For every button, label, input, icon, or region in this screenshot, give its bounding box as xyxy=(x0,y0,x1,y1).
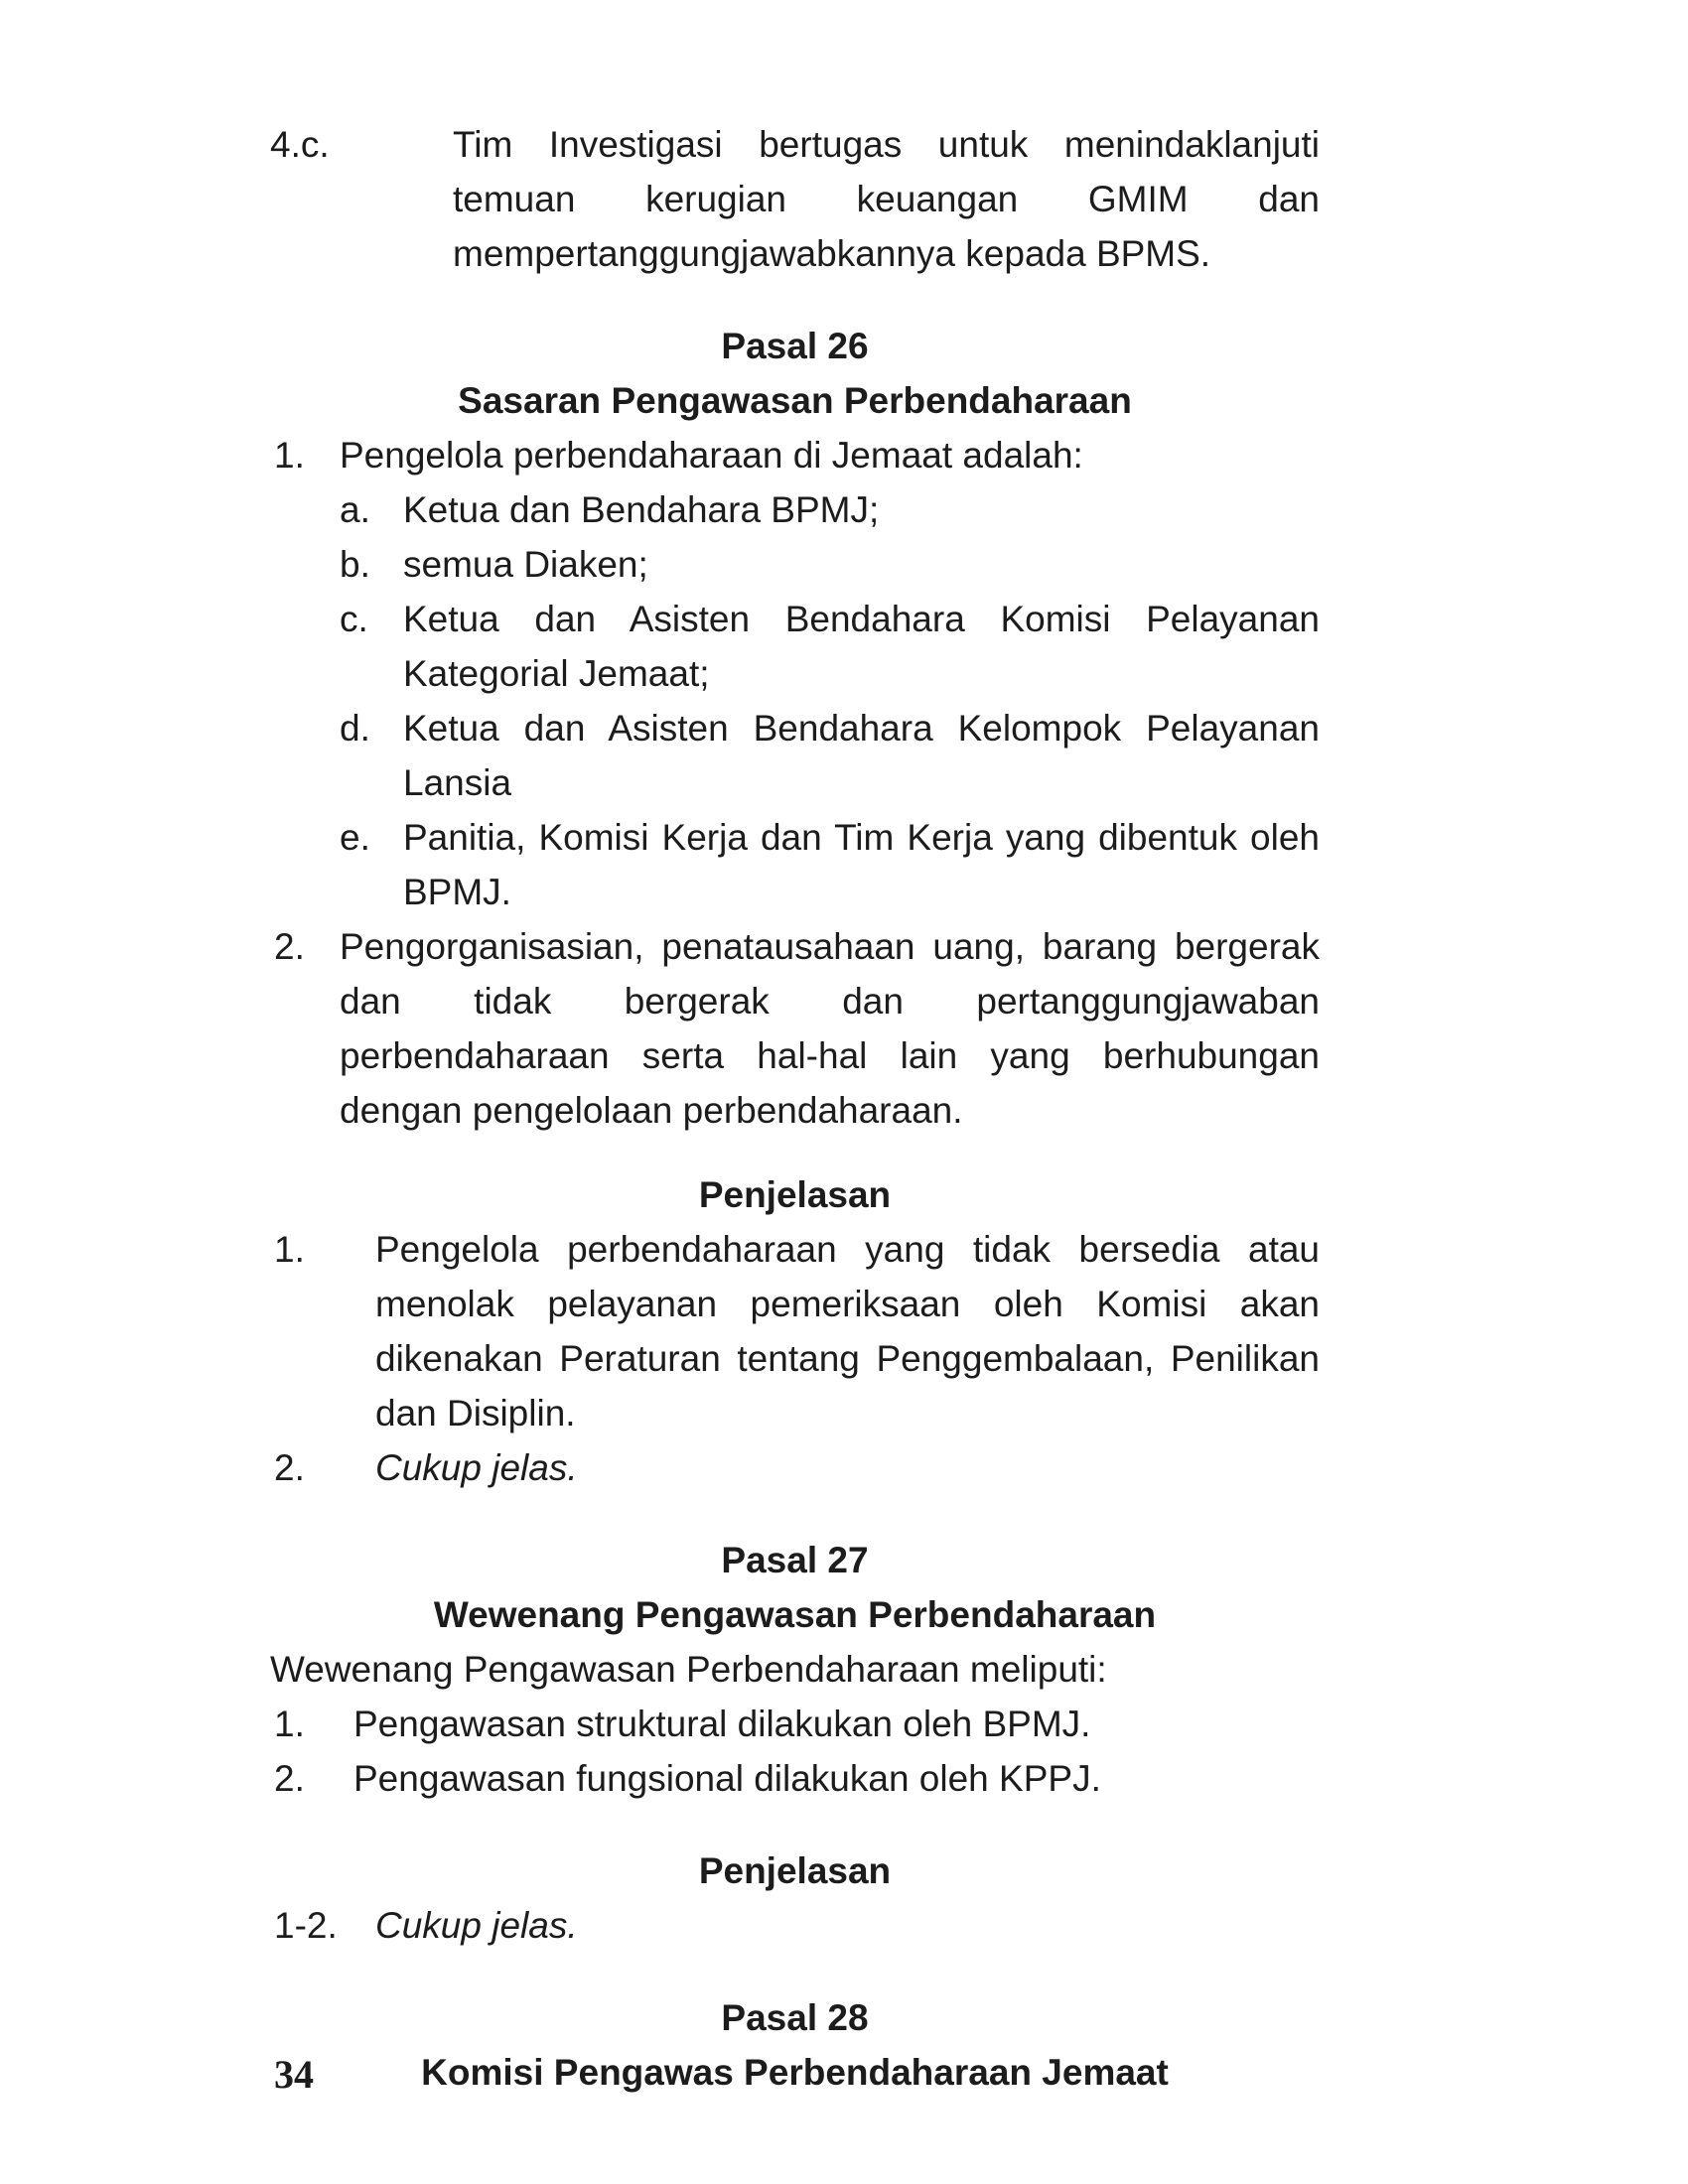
document-page xyxy=(270,117,1320,2100)
item-text: Pengelola perbendaharaan yang tidak bersedia atau menolak pelayanan pemeriksaan oleh Komisi akan dikenakan Peraturan tentang Penggembalaan, Penilikan dan Disiplin. xyxy=(375,1229,1320,1433)
item-text: Pengawasan fungsional dilakukan oleh KPPJ. xyxy=(353,1758,1101,1799)
pasal-28-title: Komisi Pengawas Perbendaharaan Jemaat xyxy=(421,2052,1169,2093)
item-text: Tim Investigasi bertugas untuk menindaklanjuti temuan kerugian keuangan GMIM dan mempertanggungjawabkannya kepada BPMS. xyxy=(453,124,1320,274)
item-number: 2. xyxy=(274,1447,305,1488)
pasal-27-intro: Wewenang Pengawasan Perbendaharaan meliputi: xyxy=(270,1649,1107,1690)
pasal-27-title: Wewenang Pengawasan Perbendaharaan xyxy=(433,1594,1157,1635)
item-number: 2. xyxy=(274,1758,305,1799)
item-number: 1. xyxy=(274,435,305,476)
item-number: 1. xyxy=(274,1704,305,1744)
subitem-text: Ketua dan Bendahara BPMJ; xyxy=(403,489,880,530)
subitem-letter: a. xyxy=(340,489,370,530)
pasal-26-subitem-c xyxy=(270,592,1320,701)
pasal-26-penjelasan-item-1 xyxy=(270,1222,1320,1440)
pasal-26-item-1 xyxy=(270,428,1320,482)
item-text: Pengawasan struktural dilakukan oleh BPMJ. xyxy=(353,1704,1091,1744)
pasal-26-subitem-d xyxy=(270,701,1320,810)
page-number: 34 xyxy=(274,2052,314,2097)
pasal-26-subitem-e xyxy=(270,810,1320,919)
pasal-26-penjelasan-item-2 xyxy=(270,1440,1320,1495)
pasal-27-item-1 xyxy=(270,1697,1320,1751)
pasal-27-penjelasan-item xyxy=(270,1898,1320,1953)
pasal-26-subitem-a xyxy=(270,482,1320,537)
item-number: 1-2. xyxy=(274,1905,338,1946)
pasal-26-item-2 xyxy=(270,919,1320,1138)
item-number: 4.c. xyxy=(270,124,330,165)
pasal-27-penjelasan-heading: Penjelasan xyxy=(698,1850,892,1891)
subitem-text: Ketua dan Asisten Bendahara Komisi Pelayanan Kategorial Jemaat; xyxy=(403,599,1320,694)
subitem-text: Panitia, Komisi Kerja dan Tim Kerja yang dibentuk oleh BPMJ. xyxy=(403,817,1320,912)
pasal-27-heading: Pasal 27 xyxy=(721,1540,869,1580)
subitem-letter: c. xyxy=(340,599,368,639)
pasal-27-item-2 xyxy=(270,1751,1320,1806)
pasal-26-title: Sasaran Pengawasan Perbendaharaan xyxy=(458,380,1132,421)
item-text: Pengelola perbendaharaan di Jemaat adalah: xyxy=(340,435,1083,476)
item-text: Cukup jelas. xyxy=(375,1905,578,1946)
pasal-26-penjelasan-heading: Penjelasan xyxy=(698,1174,892,1215)
pasal-28-heading: Pasal 28 xyxy=(721,1997,869,2038)
subitem-letter: b. xyxy=(340,544,370,585)
item-4c xyxy=(270,117,1320,281)
item-text: Cukup jelas. xyxy=(375,1447,578,1488)
item-number: 1. xyxy=(274,1229,305,1270)
subitem-letter: e. xyxy=(340,817,370,858)
pasal-26-subitem-b xyxy=(270,537,1320,592)
pasal-26-heading: Pasal 26 xyxy=(721,326,869,366)
item-number: 2. xyxy=(274,926,305,967)
subitem-letter: d. xyxy=(340,708,370,749)
subitem-text: Ketua dan Asisten Bendahara Kelompok Pelayanan Lansia xyxy=(403,708,1320,803)
subitem-text: semua Diaken; xyxy=(403,544,648,585)
item-text: Pengorganisasian, penatausahaan uang, barang bergerak dan tidak bergerak dan pertanggungjawaban perbendaharaan serta hal-hal lain yang berhubungan dengan pengelolaan perbendaharaan. xyxy=(340,926,1320,1131)
